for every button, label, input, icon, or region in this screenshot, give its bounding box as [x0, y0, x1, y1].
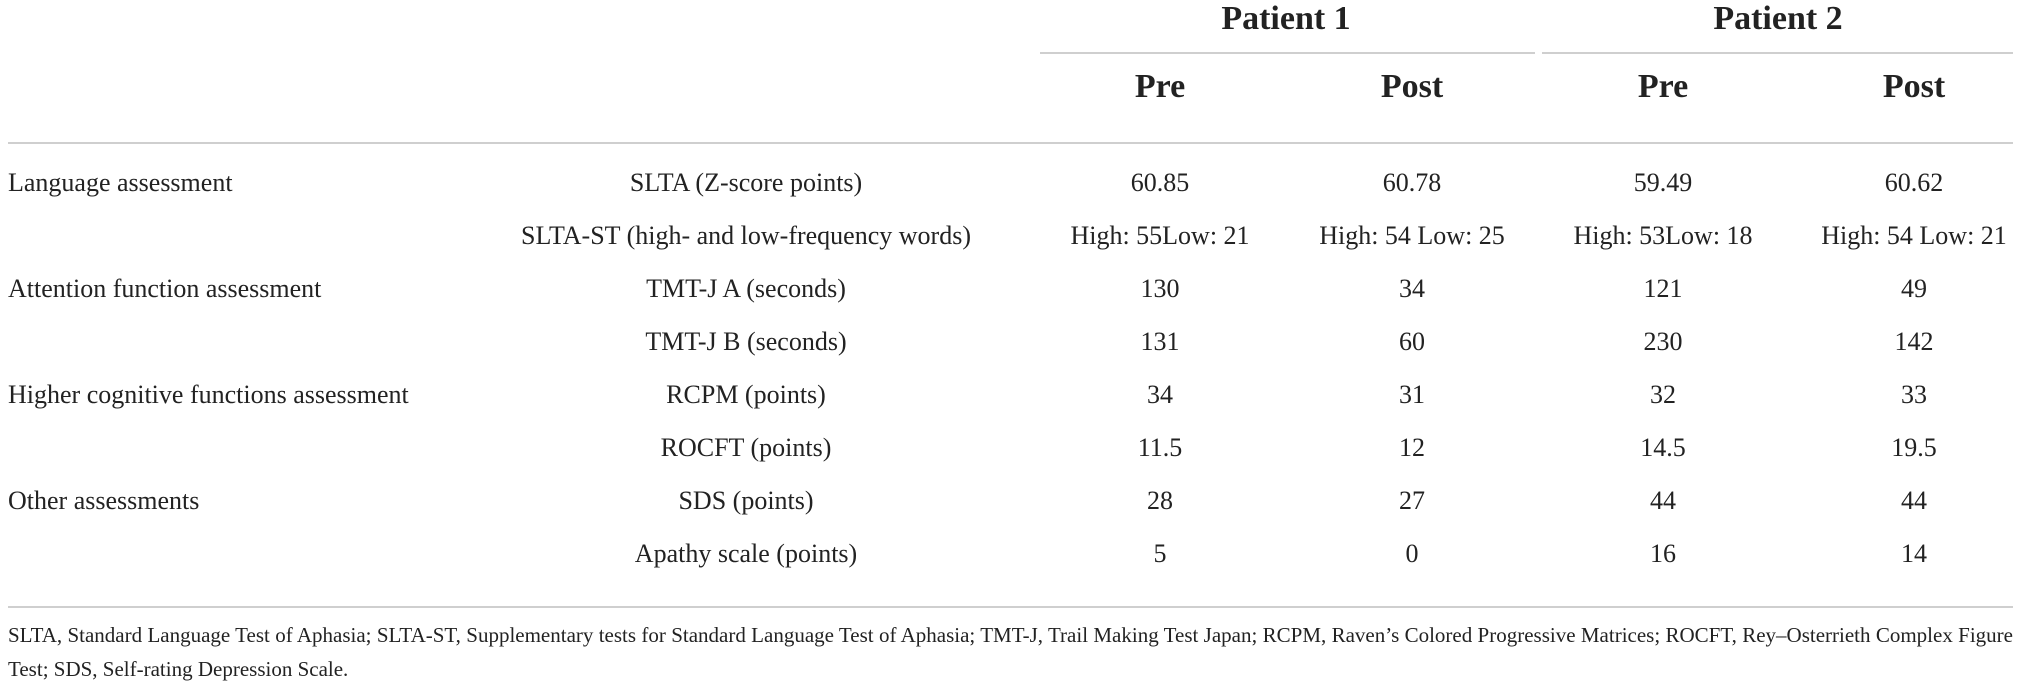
row-value: 19.5 [1891, 433, 1937, 462]
row-category: Language assessment [8, 168, 233, 197]
group-rule-patient-2 [1542, 52, 2013, 54]
row-value: High: 53Low: 18 [1573, 221, 1753, 250]
row-value: 142 [1894, 327, 1934, 356]
row-value: 12 [1399, 433, 1425, 462]
group-header-patient-1: Patient 1 [1221, 0, 1351, 37]
row-measure: SDS (points) [678, 486, 814, 515]
row-category: Attention function assessment [8, 274, 322, 303]
row-value: 60 [1399, 327, 1425, 356]
row-value: 34 [1147, 380, 1173, 409]
row-category: Other assessments [8, 486, 200, 515]
row-value: 0 [1405, 539, 1419, 568]
row-measure: ROCFT (points) [660, 433, 832, 462]
row-value: 31 [1399, 380, 1425, 409]
row-measure: SLTA (Z-score points) [629, 168, 863, 197]
row-value: 60.62 [1884, 168, 1944, 197]
row-value: 130 [1140, 274, 1180, 303]
group-header-patient-2: Patient 2 [1713, 0, 1843, 37]
row-value: High: 55Low: 21 [1070, 221, 1250, 250]
row-measure: TMT-J A (seconds) [646, 274, 846, 303]
row-value: 14.5 [1640, 433, 1686, 462]
row-value: 16 [1650, 539, 1676, 568]
row-value: 28 [1147, 486, 1173, 515]
subheader-p2-pre: Pre [1637, 68, 1689, 105]
row-measure: SLTA-ST (high- and low-frequency words) [521, 221, 971, 250]
group-rule-patient-1 [1040, 52, 1535, 54]
row-value: 32 [1650, 380, 1676, 409]
row-value: 5 [1153, 539, 1167, 568]
header-bottom-rule [8, 142, 2013, 144]
row-value: 121 [1643, 274, 1683, 303]
table-bottom-rule [8, 606, 2013, 608]
row-value: 60.85 [1130, 168, 1190, 197]
row-value: 34 [1399, 274, 1425, 303]
row-value: 59.49 [1633, 168, 1693, 197]
row-value: 33 [1901, 380, 1927, 409]
row-measure: TMT-J B (seconds) [645, 327, 847, 356]
row-category: Higher cognitive functions assessment [8, 380, 409, 409]
subheader-p1-pre: Pre [1134, 68, 1186, 105]
row-value: High: 54 Low: 25 [1319, 221, 1505, 250]
row-measure: Apathy scale (points) [634, 539, 858, 568]
row-measure: RCPM (points) [666, 380, 826, 409]
table-footnote: SLTA, Standard Language Test of Aphasia; SLTA-ST, Supplementary tests for Standard Language Test of Aphasia; TMT-J, Trail Making Test Japan; RCPM, Raven’s Colored Progressive Matrices; ROCFT, Rey–Osterrieth Complex Figure Test; SDS, Self-rating Depression Scale. [8, 623, 2013, 681]
row-value: 14 [1901, 539, 1927, 568]
subheader-p1-post: Post [1380, 68, 1444, 105]
row-value: 230 [1643, 327, 1683, 356]
row-value: 49 [1901, 274, 1927, 303]
row-value: 44 [1650, 486, 1676, 515]
row-value: 44 [1901, 486, 1927, 515]
row-value: 11.5 [1137, 433, 1183, 462]
row-value: 60.78 [1382, 168, 1442, 197]
row-value: 27 [1399, 486, 1425, 515]
row-value: 131 [1140, 327, 1180, 356]
subheader-p2-post: Post [1882, 68, 1946, 105]
row-value: High: 54 Low: 21 [1821, 221, 2007, 250]
